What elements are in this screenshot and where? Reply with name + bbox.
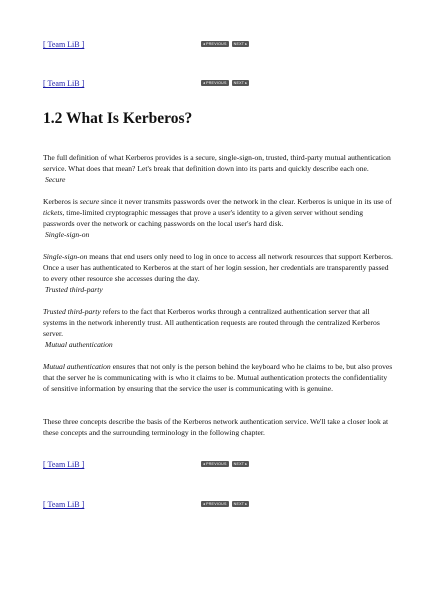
top-nav-bar — [43, 40, 395, 54]
next-label: NEXT — [233, 81, 245, 85]
previous-label: PREVIOUS — [206, 81, 227, 85]
previous-label: PREVIOUS — [206, 502, 227, 506]
section-heading-sso: Single-sign-on — [45, 230, 90, 239]
bottom-nav-bar-2 — [43, 500, 395, 514]
previous-label: PREVIOUS — [206, 42, 227, 46]
previous-label: PREVIOUS — [206, 462, 227, 466]
arrow-right-icon: ▸ — [245, 462, 248, 466]
arrow-left-icon: ◂ — [203, 81, 206, 85]
section-heading-trusted: Trusted third-party — [45, 285, 103, 294]
top-nav-bar-2 — [43, 79, 395, 93]
arrow-right-icon: ▸ — [245, 42, 248, 46]
arrow-left-icon: ◂ — [203, 462, 206, 466]
team-lib-link[interactable]: [ Team LiB ] — [43, 40, 85, 49]
next-label: NEXT — [233, 462, 245, 466]
previous-button[interactable] — [201, 461, 229, 467]
previous-button[interactable] — [201, 41, 229, 47]
section-heading-secure: Secure — [45, 175, 66, 184]
arrow-right-icon: ▸ — [245, 502, 248, 506]
next-label: NEXT — [233, 42, 245, 46]
next-button[interactable] — [232, 80, 250, 86]
nav-buttons — [201, 41, 249, 47]
intro-paragraph: The full definition of what Kerberos provides is a secure, single-sign-on, trusted, third-party mutual authentication service. What does that mean? Let's break that definition down into its parts and quickly describe each one. — [43, 153, 391, 173]
next-button[interactable] — [232, 501, 250, 507]
mutual-paragraph: Mutual authentication ensures that not only is the person behind the keyboard who he claims to be, but also proves that the server he is communicating with is who it claims to be. Mutual authentication protects the confidentiality of sensitive information by ensuring that the service the user is communicating with is genuine. — [43, 362, 393, 393]
page-title: 1.2 What Is Kerberos? — [43, 110, 193, 127]
conclusion-paragraph: These three concepts describe the basis of the Kerberos network authentication service. We'll take a closer look at these concepts and the surrounding terminology in the following chapter. — [43, 417, 389, 437]
next-label: NEXT — [233, 502, 245, 506]
trusted-paragraph: Trusted third-party refers to the fact that Kerberos works through a centralized authentication server that all systems in the network inherently trust. All authentication requests are routed through the centralized Kerberos server. — [43, 307, 380, 338]
article-body — [43, 152, 395, 438]
team-lib-link[interactable]: [ Team LiB ] — [43, 460, 85, 469]
next-button[interactable] — [232, 461, 250, 467]
arrow-left-icon: ◂ — [203, 502, 206, 506]
nav-buttons — [201, 501, 249, 507]
nav-buttons — [201, 80, 249, 86]
next-button[interactable] — [232, 41, 250, 47]
arrow-left-icon: ◂ — [203, 42, 206, 46]
secure-paragraph: Kerberos is secure since it never transmits passwords over the network in the clear. Kerberos is unique in its use of tickets, time-limited cryptographic messages that prove a user's identity to a given server without sending passwords over the network or caching passwords on the local user's hard disk. — [43, 197, 392, 228]
previous-button[interactable] — [201, 501, 229, 507]
nav-buttons — [201, 461, 249, 467]
team-lib-link[interactable]: [ Team LiB ] — [43, 79, 85, 88]
sso-paragraph: Single-sign-on means that end users only need to log in once to access all network resources that support Kerberos. Once a user has authenticated to Kerberos at the start of her login session, her credentials are transparently passed to every other resource she accesses during the day. — [43, 252, 393, 283]
arrow-right-icon: ▸ — [245, 81, 248, 85]
bottom-nav-bar — [43, 460, 395, 474]
team-lib-link[interactable]: [ Team LiB ] — [43, 500, 85, 509]
section-heading-mutual: Mutual authentication — [45, 340, 113, 349]
previous-button[interactable] — [201, 80, 229, 86]
